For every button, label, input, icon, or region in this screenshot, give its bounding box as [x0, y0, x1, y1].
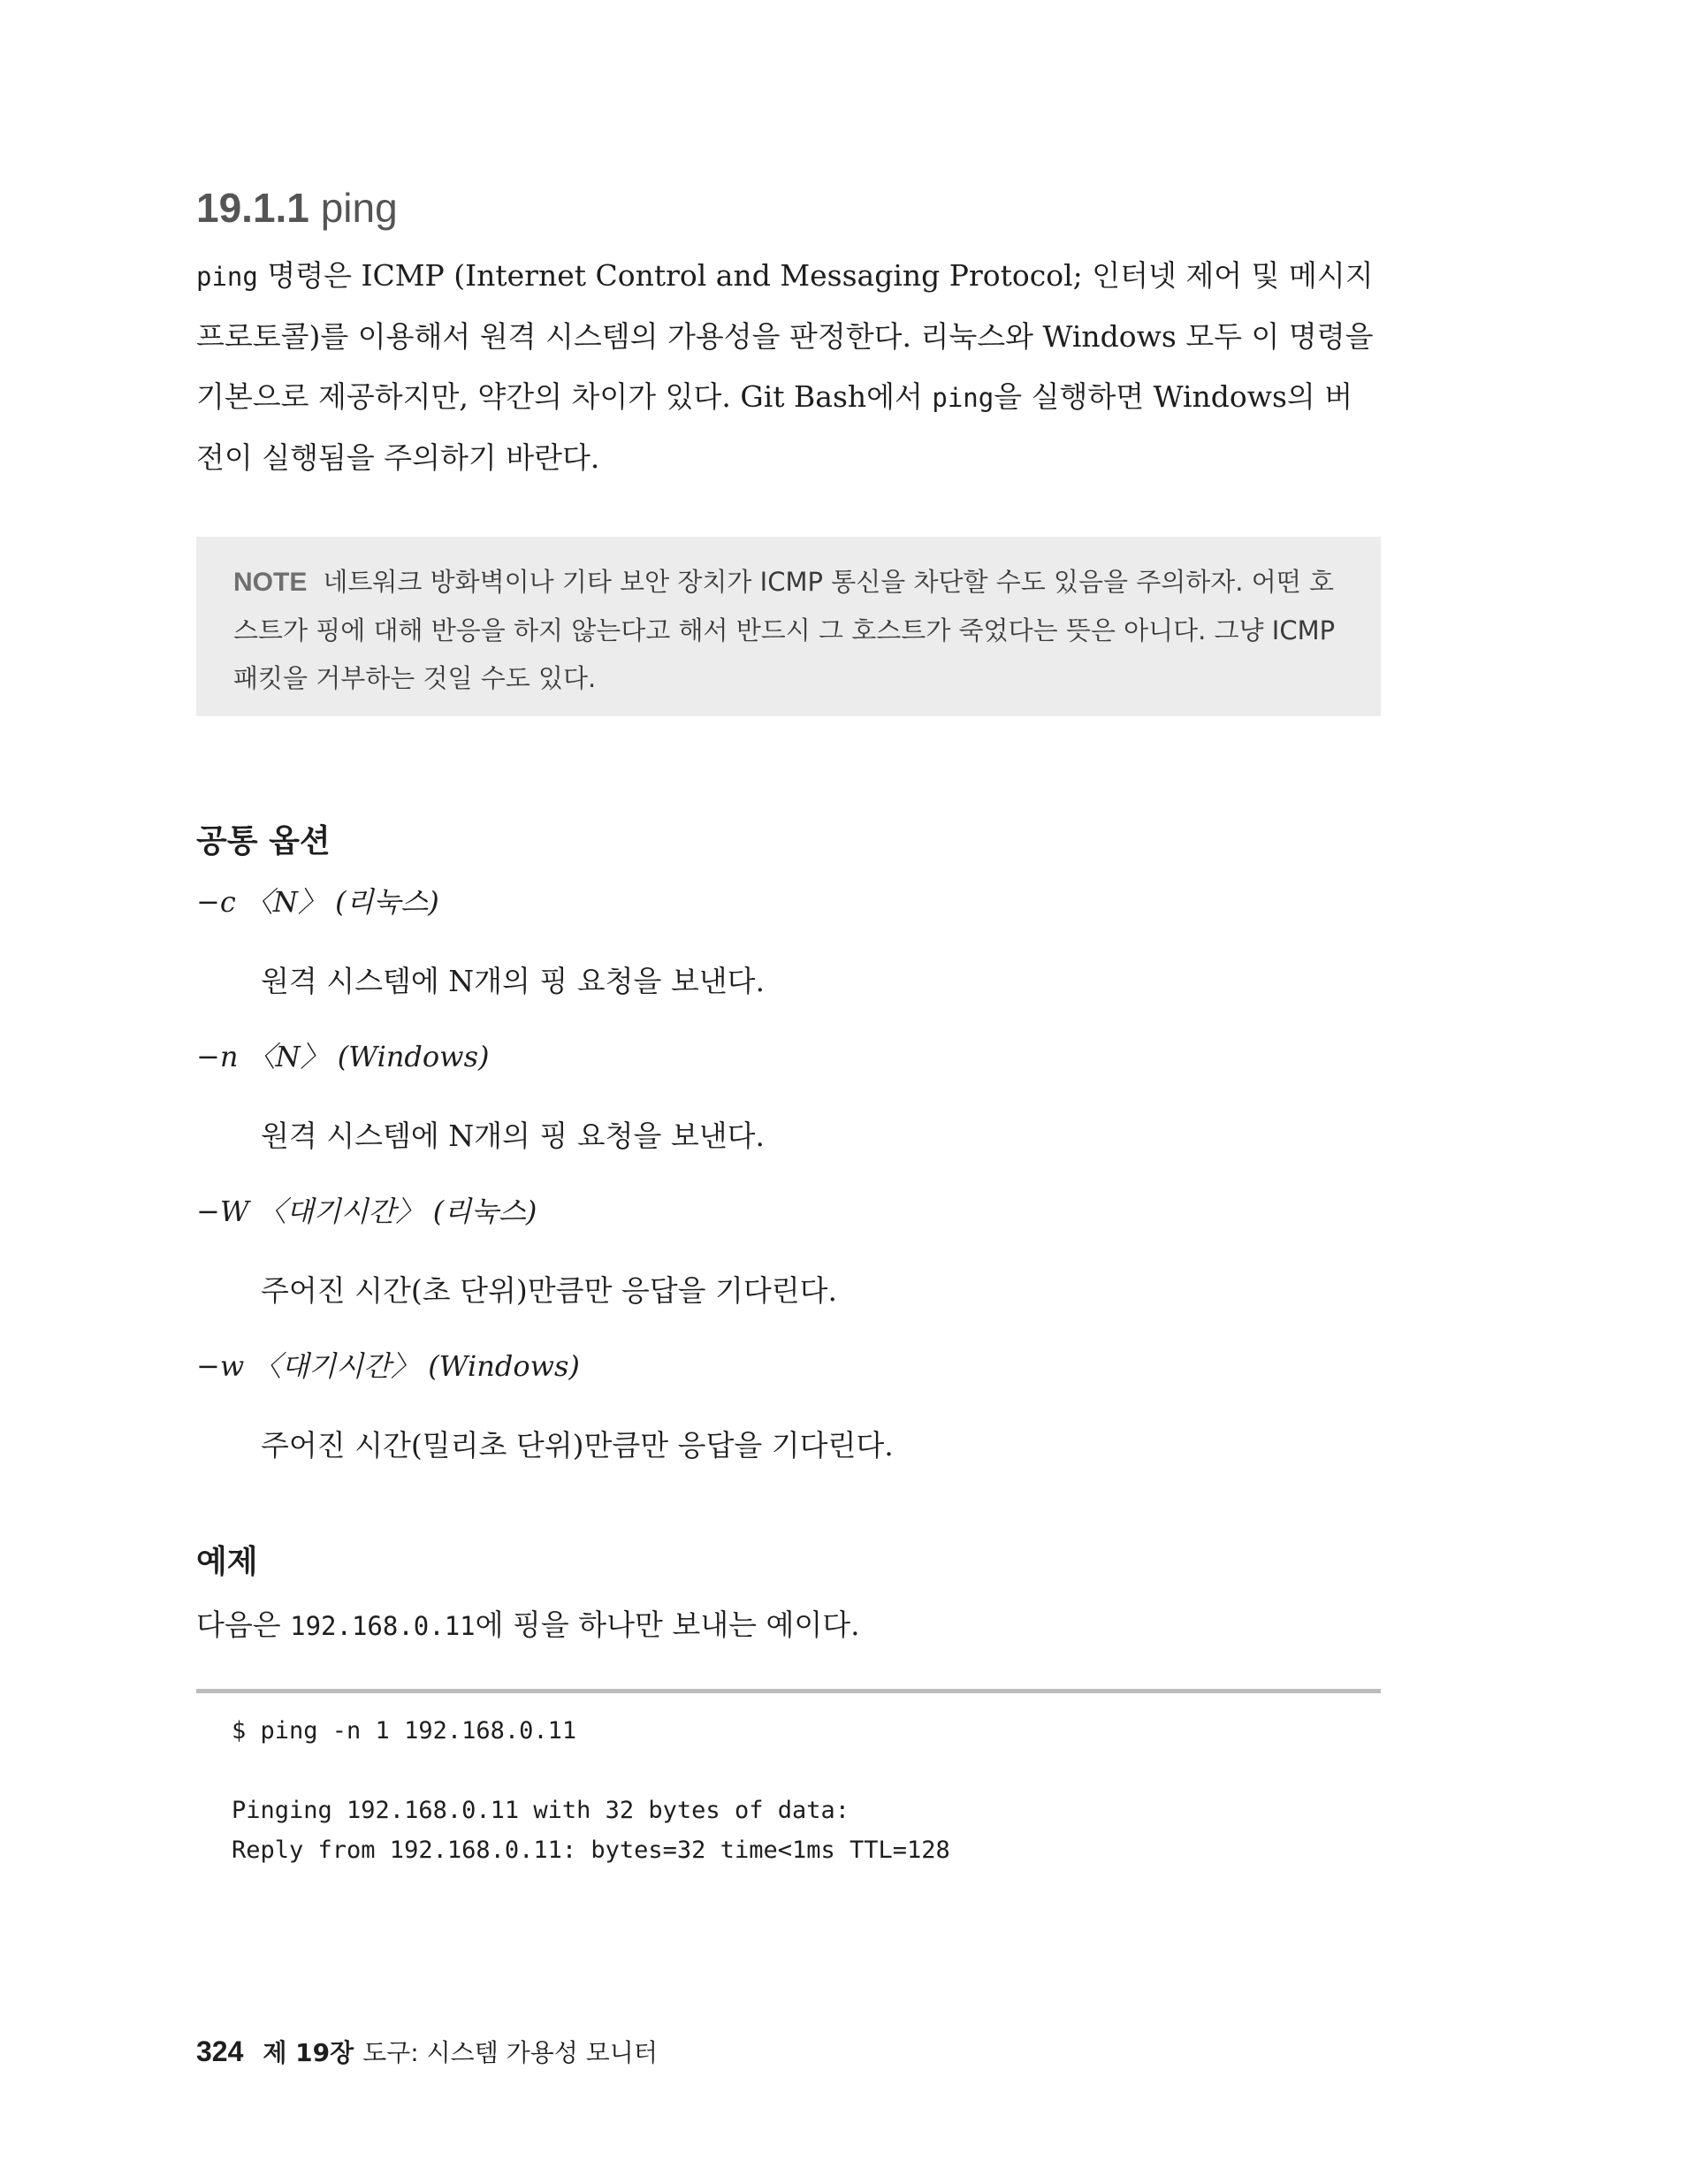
- intro-text-1: 명령은 ICMP (Internet Control and Messaging Protocol; 인터넷 제어 및 메시지 프로토콜)를 이용해서 원격 시스템의 가용성을 판정한다. 리눅스와 Windows 모두 이 명령을 기본으로 제공하지만, 약간의 차이가 있다. Git Bash에서: [196, 258, 1374, 414]
- inline-code-ping: ping: [196, 262, 258, 292]
- intro-paragraph: [196, 246, 1381, 488]
- code-line: $ ping -n 1 192.168.0.11: [232, 1717, 577, 1745]
- note-box: [196, 537, 1381, 716]
- intro-text-2: 을 실행하면 Windows의 버전이 실행됨을 주의하기 바란다.: [196, 379, 1353, 475]
- option-desc-w: 주어진 시간(밀리초 단위)만큼만 응답을 기다린다.: [261, 1428, 894, 1462]
- code-line: Reply from 192.168.0.11: bytes=32 time<1ms TTL=128: [232, 1837, 950, 1864]
- inline-code-ping-2: ping: [932, 383, 994, 413]
- example-ip: 192.168.0.11: [290, 1611, 476, 1641]
- options-heading: 공통 옵션: [196, 823, 331, 859]
- example-intro: [196, 1602, 860, 1649]
- page-number: 324: [196, 2035, 244, 2067]
- section-name: ping: [320, 185, 398, 231]
- option-flag-w: −w 〈대기시간〉 (Windows): [196, 1349, 580, 1383]
- option-desc-n: 원격 시스템에 N개의 핑 요청을 보낸다.: [261, 1119, 765, 1153]
- code-block: [232, 1711, 950, 1870]
- option-flag-W: −W 〈대기시간〉 (리눅스): [196, 1195, 537, 1228]
- example-intro-after: 에 핑을 하나만 보내는 예이다.: [475, 1607, 860, 1642]
- code-line: [232, 1751, 950, 1791]
- option-desc-c: 원격 시스템에 N개의 핑 요청을 보낸다.: [261, 964, 765, 998]
- note-label: NOTE: [233, 568, 308, 597]
- example-heading: 예제: [196, 1544, 258, 1580]
- section-title: [196, 181, 398, 234]
- code-block-rule: [196, 1689, 1381, 1693]
- chapter-title: 도구: 시스템 가용성 모니터: [362, 2038, 658, 2067]
- section-number: 19.1.1: [196, 185, 309, 231]
- option-flag-c: −c 〈N〉 (리눅스): [196, 885, 439, 919]
- option-desc-W: 주어진 시간(초 단위)만큼만 응답을 기다린다.: [261, 1273, 838, 1308]
- chapter-label: 제 19장: [263, 2038, 354, 2067]
- note-text: 네트워크 방화벽이나 기타 보안 장치가 ICMP 통신을 차단할 수도 있음을 주의하자. 어떤 호스트가 핑에 대해 반응을 하지 않는다고 해서 반드시 그 호스트가 죽었다는 뜻은 아니다. 그냥 ICMP 패킷을 거부하는 것일 수도 있다.: [233, 567, 1336, 693]
- option-flag-n: −n 〈N〉 (Windows): [196, 1040, 490, 1073]
- page-footer: [196, 2034, 658, 2071]
- example-intro-before: 다음은: [196, 1607, 291, 1642]
- code-line: Pinging 192.168.0.11 with 32 bytes of data:: [232, 1797, 850, 1824]
